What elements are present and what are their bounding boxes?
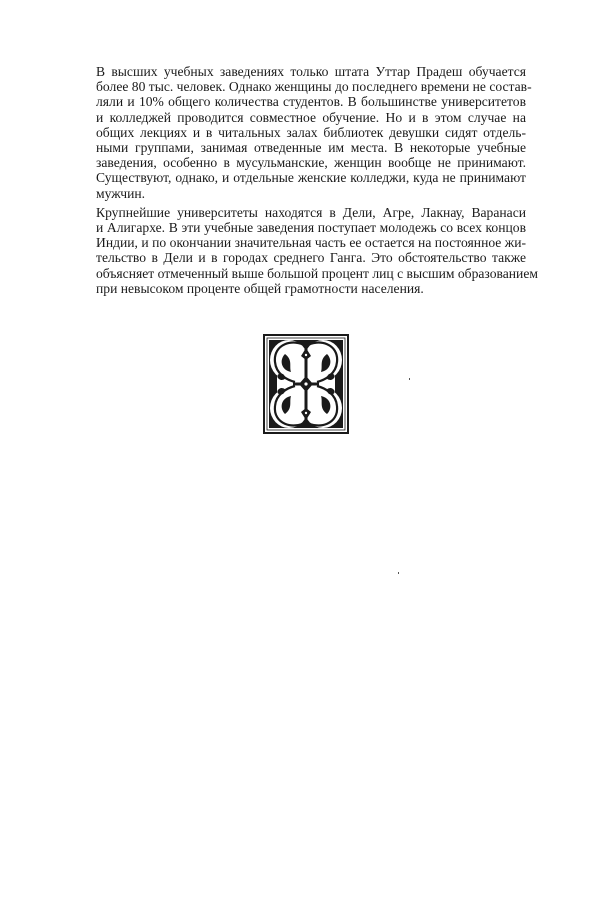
text-line: общих лекциях и в читальных залах библиотек девушки сидят отдель-: [96, 124, 526, 140]
text-line: В высших учебных заведениях только штата Уттар Прадеш обучается: [96, 64, 526, 79]
print-speck: [409, 378, 410, 380]
text-line: заведения, особенно в мусульманские, женщин вообще не принимают.: [96, 155, 526, 171]
text-line: и Алигархе. В эти учебные заведения поступает молодежь со всех концов: [96, 220, 526, 236]
text-line: Крупнейшие университеты находятся в Дели, Агре, Лакнау, Варанаси: [96, 204, 526, 220]
text-line: ляли и 10% общего количества студентов. В большинстве университетов: [96, 94, 526, 110]
text-line: Существуют, однако, и отдельные женские колледжи, куда не принимают: [96, 170, 526, 186]
floral-tailpiece-ornament-icon: [263, 334, 349, 434]
text-line: объясняет отмеченный выше большой процент лиц с высшим образованием: [96, 265, 538, 281]
text-line: ными группами, занимая отведенные им места. В некоторые учебные: [96, 140, 526, 156]
text-line: при невысоком проценте общей грамотности населения.: [96, 280, 424, 296]
text-line: Индии, и по окончании значительная часть ее остается на постоянное жи-: [96, 235, 526, 251]
text-line: и колледжей проводится совместное обучение. Но и в этом случае на: [96, 109, 526, 125]
text-line: тельство в Дели и в городах среднего Ганга. Это обстоятельство также: [96, 250, 526, 266]
text-line: более 80 тыс. человек. Однако женщины до последнего времени не состав-: [96, 79, 532, 95]
body-text: [77, 64, 538, 296]
print-speck: [398, 572, 399, 574]
paragraph-1: [77, 64, 532, 201]
paragraph-2: [77, 204, 538, 296]
text-line: мужчин.: [96, 185, 146, 201]
